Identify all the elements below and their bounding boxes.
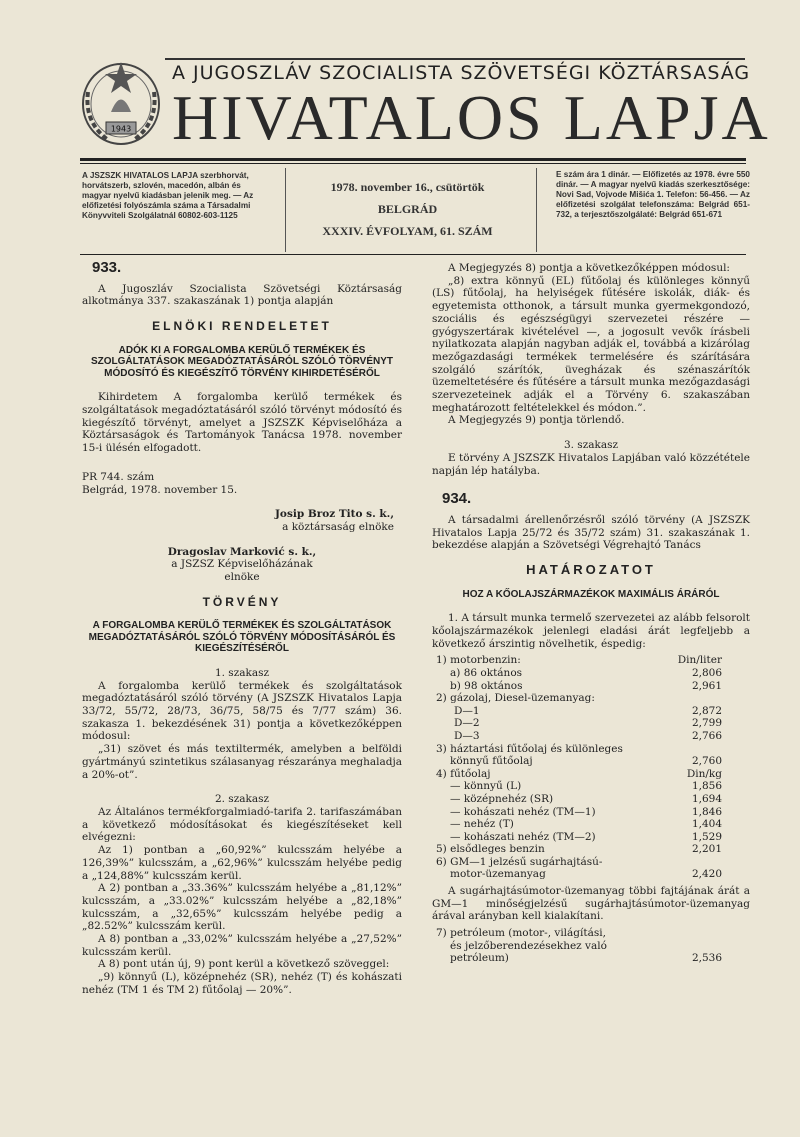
price-row <box>432 755 750 768</box>
section-3-text: E törvény A JSZSZK Hivatalos Lapjában való közzététele napján lép hatályba. <box>432 451 750 477</box>
kerosene-label-2: és jelzőberendezésekhez való <box>450 939 607 952</box>
price-row <box>432 654 750 667</box>
left-column <box>82 259 402 997</box>
signatory-1-title: a köztársaság elnöke <box>282 520 394 533</box>
issue-place: BELGRÁD <box>377 202 438 216</box>
price-label: D—3 <box>454 729 480 742</box>
price-row <box>432 768 750 781</box>
price-label: 1) motorbenzin: <box>436 654 521 667</box>
price-label: — nehéz (T) <box>450 818 514 831</box>
note-8-text: „8) extra könnyű (EL) fűtőolaj és különleges könnyű (LS) fűtőolaj, ha helyiségek fűtésére iskolák, diák- és egyetemista otthonok, a társult munka gyermekgondozó, szociális és egészségügyi szervezetei részére — gyógyszertárak kivételével —, a jogosult vevők írásbeli nyilatkozata alapján nagyban adják el, továbbá a kizárólag mezőgazdasági termékek termelésére és szárítására szolgáló szárítók, üvegházak és szénaszárítók üzemeltetésére és fűtésére a társult munka mezőgazdasági szervezeteinek adják el a Törvény 6. szakaszában meghatározott feltételekkel és módon.”. <box>432 274 750 414</box>
price-value: Din/kg <box>686 767 722 780</box>
signatory-1-name: Josip Broz Tito s. k., <box>274 508 394 521</box>
section-2-heading: 2. szakasz <box>214 793 270 806</box>
section-3-heading: 3. szakasz <box>563 439 619 452</box>
price-value: 2,766 <box>691 729 722 742</box>
price-value <box>662 856 750 869</box>
section-2-text: Az Általános termékforgalmiadó-tarifa 2. tarifaszámában a következő módosításokat és kiegészítéseket kell elvégezni: <box>82 805 402 844</box>
right-column <box>432 262 750 965</box>
issue-info <box>300 176 515 242</box>
price-value <box>662 692 750 705</box>
header-divider-right <box>536 168 537 252</box>
price-row <box>432 806 750 819</box>
signatory-2-name: Dragoslav Marković s. k., <box>167 545 317 558</box>
price-label: 2) gázolaj, Diesel-üzemanyag: <box>436 692 595 705</box>
price-row <box>432 793 750 806</box>
price-label: motor-üzemanyag <box>450 868 546 881</box>
resolution-intro: A társadalmi árellenőrzésről szóló törvény (A JSZSZK Hivatalos Lapja 25/72 és 35/72 szám) 31. szakaszának 1. bekezdése alapján a Szövetségi Végrehajtó Tanács <box>432 513 750 552</box>
kerosene-label-3: petróleum) <box>450 952 509 965</box>
price-row <box>432 705 750 718</box>
signatory-2-title-cont: elnöke <box>224 571 260 584</box>
section-2-point-1: Az 1) pontban a „60,92%” kulcsszám helyébe a 126,39%” kulcsszám, a „62,96%” kulcsszám helyébe pedig a „124,88%” kulcsszám kerül. <box>82 844 402 882</box>
resolution-subject: HOZ A KŐOLAJSZÁRMAZÉKOK MAXIMÁLIS ÁRÁRÓL <box>462 588 720 600</box>
gazette-title: HIVATALOS LAPJA <box>172 82 771 153</box>
price-value: 2,806 <box>691 666 722 679</box>
price-value <box>662 743 750 756</box>
law-subject: A FORGALOMBA KERÜLŐ TERMÉKEK ÉS SZOLGÁLTATÁSOK MEGADÓZTATÁSÁRÓL SZÓLÓ TÖRVÉNY MÓDOSÍTÁSÁRÓL ÉS KIEGÉSZÍTÉSÉRŐL <box>88 620 396 655</box>
price-row <box>432 843 750 856</box>
price-value: 1,856 <box>691 780 722 793</box>
resolution-title: HATÁROZATOT <box>526 562 656 578</box>
section-1-quote: „31) szövet és más textiltermék, amelyben a belföldi gyártmányú szintetikus szálasanyag részaránya meghaladja a 20%-ot”. <box>82 743 402 781</box>
price-row <box>432 780 750 793</box>
kerosene-row <box>432 927 750 965</box>
decree-subject: ADÓK KI A FORGALOMBA KERÜLŐ TERMÉKEK ÉS SZOLGÁLTATÁSOK MEGADÓZTATÁSÁRÓL SZÓLÓ TÖRVÉNYT MÓDOSÍTÓ ÉS KIEGÉSZÍTŐ TÖRVÉNY KIHIRDETÉSÉRŐL <box>90 344 394 379</box>
price-row <box>432 856 750 869</box>
pr-number: PR 744. szám <box>82 470 155 483</box>
price-row <box>432 692 750 705</box>
price-value: 2,799 <box>691 717 722 730</box>
pr-date: Belgrád, 1978. november 15. <box>82 483 238 496</box>
masthead-rule-thin <box>80 163 746 164</box>
price-label: a) 86 oktános <box>450 666 523 679</box>
price-value: 1,529 <box>691 830 722 843</box>
price-label: D—1 <box>454 704 480 717</box>
issue-date: 1978. november 16., csütörtök <box>330 180 485 194</box>
republic-name: A JUGOSZLÁV SZOCIALISTA SZÖVETSÉGI KÖZTÁRSASÁG <box>172 62 751 84</box>
resolution-point-jet-fuel: A sugárhajtásúmotor-üzemanyag többi fajtájának árát a GM—1 minőségjelzésű sugárhajtásúmotor-üzemanyag árával arányban kell kialakítani. <box>432 885 750 923</box>
price-value: 2,961 <box>691 679 722 692</box>
section-2-new-point-text: „9) könnyű (L), középnehéz (SR), nehéz (T) és kohászati nehéz (TM 1 és TM 2) fűtőolaj — 20%”. <box>82 971 402 996</box>
price-table <box>432 654 750 881</box>
act-number: 933. <box>92 259 122 276</box>
price-row <box>432 818 750 831</box>
state-emblem-icon <box>78 52 164 152</box>
price-value: 2,201 <box>691 843 722 856</box>
header-divider-left <box>285 168 286 252</box>
issue-volume: XXXIV. ÉVFOLYAM, 61. SZÁM <box>322 224 493 238</box>
price-label: könnyű fűtőolaj <box>450 755 533 768</box>
price-value: 2,872 <box>691 704 722 717</box>
section-1-heading: 1. szakasz <box>214 666 270 679</box>
price-value: 2,760 <box>691 755 722 768</box>
price-value: 2,420 <box>691 868 722 881</box>
section-1-text: A forgalomba kerülő termékek és szolgáltatások megadóztatásáról szóló törvény (A JSZSZK Hivatalos Lapja 33/72, 55/72, 28/73, 36/75, 58/75 és 7/77 szám) 36. szakasza 1. bekezdésének 31) pontja a következőképpen módosul: <box>82 679 402 743</box>
price-subscription-info: E szám ára 1 dinár. — Előfizetés az 1978. évre 550 dinár. — A magyar nyelvű kiadás szerkesztősége: Novi Sad, Vojvode Mišića 1. Telefon: 56-456. — Az előfizetési szolgálat telefonszáma: Belgrád 651-732, a terjesztőszolgálaté: Belgrád 651-671 <box>556 170 750 219</box>
note-8-intro: A Megjegyzés 8) pontja a következőképpen módosul: <box>448 262 730 274</box>
price-label: — kohászati nehéz (TM—2) <box>450 830 596 843</box>
price-row <box>432 868 750 881</box>
price-label: — könnyű (L) <box>450 780 522 793</box>
price-label: 3) háztartási fűtőolaj és különleges <box>436 742 623 755</box>
price-row <box>432 743 750 756</box>
price-row <box>432 667 750 680</box>
svg-text:1943: 1943 <box>110 124 132 134</box>
price-label: 5) elsődleges benzin <box>436 843 545 856</box>
decree-title: ELNÖKI RENDELETET <box>152 319 332 334</box>
price-label: 4) fűtőolaj <box>436 767 491 780</box>
price-label: D—2 <box>454 717 480 730</box>
kerosene-price: 2,536 <box>691 952 722 965</box>
price-value: Din/liter <box>677 654 722 667</box>
header-bottom-rule <box>80 254 746 255</box>
signatory-2-title: a JSZSZ Képviselőházának <box>171 558 313 571</box>
section-2-new-point: A 8) pont után új, 9) pont kerül a következő szöveggel: <box>98 958 390 971</box>
price-row <box>432 680 750 693</box>
price-value: 1,404 <box>691 818 722 831</box>
section-2-point-2: A 2) pontban a „33.36%” kulcsszám helyébe a „81,12%” kulcsszám, a „33.02%” kulcsszám helyébe a „82,18%” kulcsszám, a „32,65%” kulcsszám helyébe pedig a „82.52%” kulcsszám kerül. <box>82 882 402 933</box>
resolution-point-1: 1. A társult munka termelő szervezetei az alább felsorolt kőolajszármazékok jelenlegi eladási árát legfeljebb a következő árszintig növelhetik, éspedig: <box>432 612 750 650</box>
publication-info: A JSZSZK HIVATALOS LAPJA szerbhorvát, horvátszerb, szlovén, macedón, albán és magyar nyelvű kiadásban jelenik meg. — Az előfizetési folyószámla száma a Társadalmi Könyvviteli Szolgálatnál 60802-603-1125 <box>82 171 254 220</box>
price-row <box>432 717 750 730</box>
section-2-point-8: A 8) pontban a „33,02%” kulcsszám helyébe a „27,52%” kulcsszám kerül. <box>82 933 402 958</box>
note-9: A Megjegyzés 9) pontja törlendő. <box>448 414 625 427</box>
act-number-2: 934. <box>442 490 472 508</box>
proclamation: Kihirdetem A forgalomba kerülő termékek és szolgáltatások megadóztatásáról szóló törvényt módosító és kiegészítő törvényt, amelyet a JSZSZK Képviselőháza a Köztársaságok és Tartományok Tanácsa 1978. november 15-i ülésén elfogadott. <box>82 391 402 455</box>
price-label: — középnehéz (SR) <box>450 792 554 805</box>
kerosene-label-1: 7) petróleum (motor-, világítási, <box>436 927 606 940</box>
law-title: TÖRVÉNY <box>202 594 282 609</box>
price-value: 1,694 <box>691 792 722 805</box>
masthead-rule <box>80 158 746 161</box>
price-value: 1,846 <box>691 805 722 818</box>
price-label: — kohászati nehéz (TM—1) <box>450 805 596 818</box>
price-row <box>432 831 750 844</box>
price-label: 6) GM—1 jelzésű sugárhajtású- <box>436 855 603 868</box>
decree-intro: A Jugoszláv Szocialista Szövetségi Köztársaság alkotmánya 337. szakaszának 1) pontja alapján <box>82 282 402 308</box>
price-row <box>432 730 750 743</box>
price-label: b) 98 oktános <box>450 679 523 692</box>
masthead-top-rule <box>165 58 745 60</box>
